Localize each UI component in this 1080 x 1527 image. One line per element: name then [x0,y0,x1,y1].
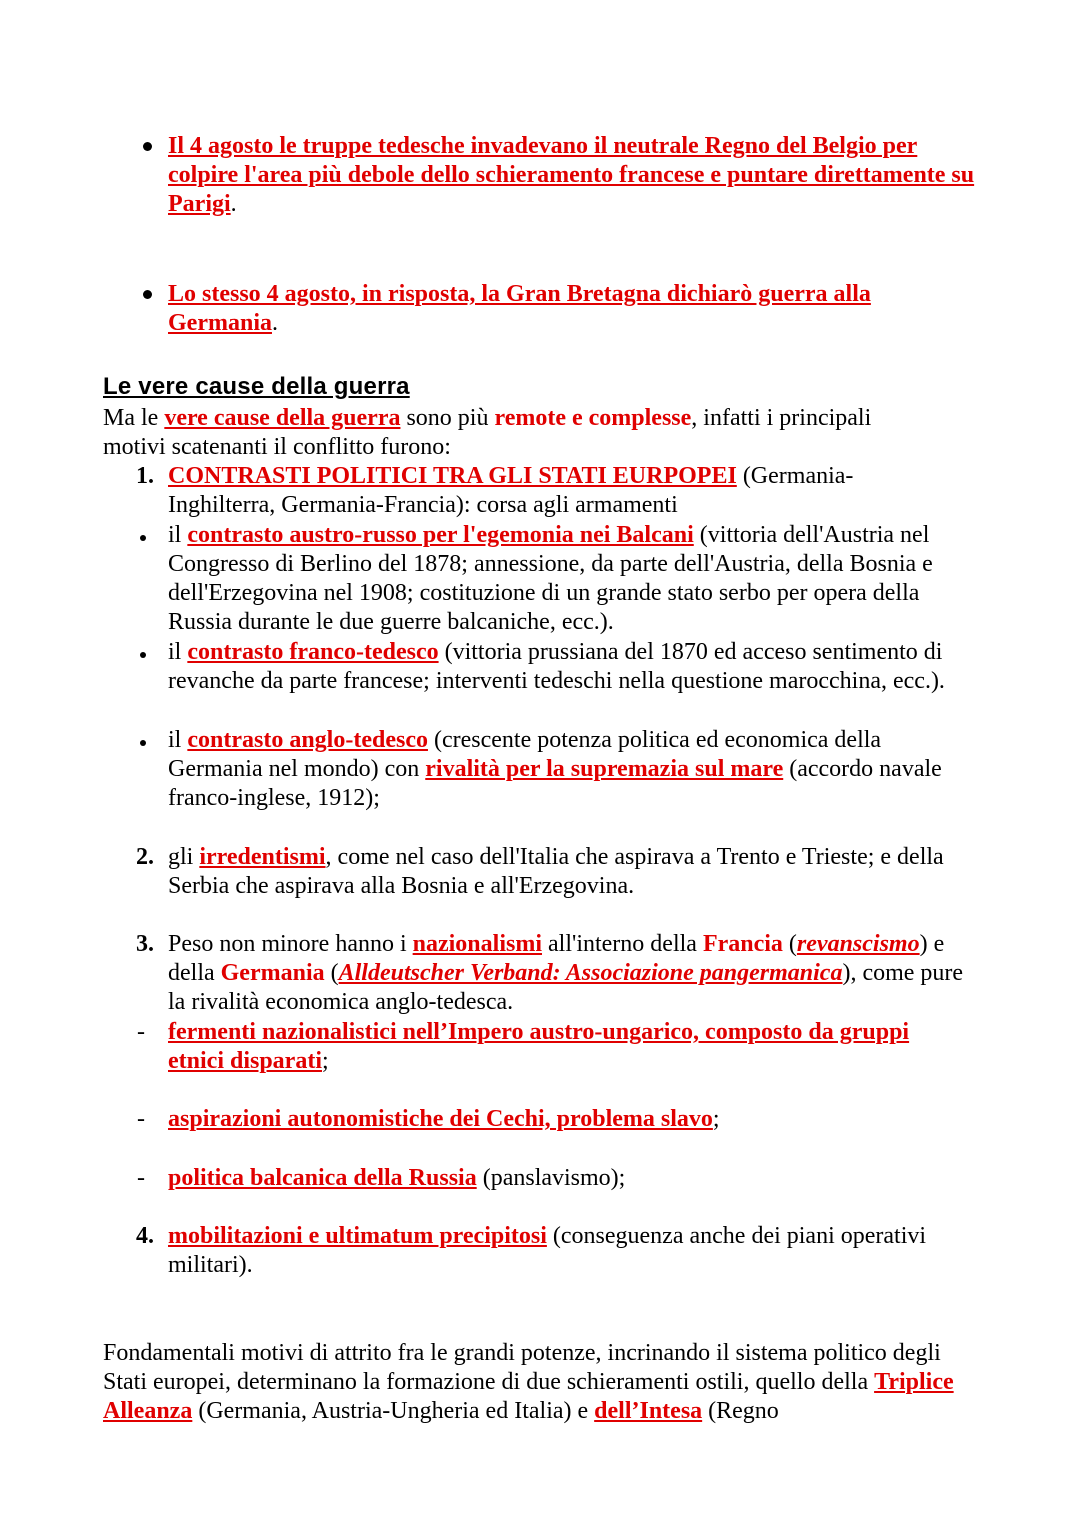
sub-bullet-paragraph [168,521,983,637]
sub-bullet-text: (vittoria dell'Austria nel Congresso di Berlino del 1878; annessione, da parte dell'Austria, della Bosnia e dell'Erzegovina nel 1908; costituzione di un grande stato serbo per opera della Russia durante le due guerre balcaniche, ecc.). [168,522,933,635]
list-item-highlight: nazionalismi [412,931,542,957]
list-item-4 [168,1222,983,1280]
dash-item-text: (panslavismo); [476,1165,626,1191]
list-item-text: ( [782,931,797,957]
sub-bullet-paragraph [168,638,973,696]
dash-marker: - [137,1019,145,1045]
sub-bullet-paragraph [168,726,943,813]
closing-paragraph [103,1339,983,1426]
closing-highlight: dell’Intesa [594,1398,703,1424]
intro-paragraph [103,404,933,462]
list-item-highlight: CONTRASTI POLITICI TRA GLI STATI EURPOPEI [168,463,737,489]
list-number: 4. [136,1223,154,1249]
section-heading: Le vere cause della guerra [103,373,410,400]
sub-bullet-marker [140,740,146,746]
dash-item-highlight: aspirazioni autonomistiche dei Cechi, problema slavo [168,1106,713,1132]
intro-text: Ma le [103,405,165,431]
bullet-marker [143,142,152,151]
sub-bullet-text: (accordo navale franco-inglese, 1912); [168,756,942,811]
dash-item-text: ; [712,1106,720,1132]
dash-marker: - [137,1106,145,1132]
sub-bullet-text: il [168,522,188,548]
sub-bullet-highlight: rivalità per la supremazia sul mare [425,756,784,782]
intro-highlight: vere cause della guerra [164,405,401,431]
list-item-highlight: mobilitazioni e ultimatum precipitosi [168,1223,547,1249]
dash-marker: - [137,1165,145,1191]
list-item-highlight: revanscismo [796,931,920,957]
list-number: 1. [136,463,154,489]
list-item-text: ) e della [168,931,945,986]
dash-item-highlight: politica balcanica della Russia [168,1165,477,1191]
bullet-text-punct: . [271,310,278,336]
list-item-highlight: Francia [702,931,783,957]
bullet-text-highlight: Lo stesso 4 agosto, in risposta, la Gran Bretagna dichiarò guerra alla Germania [168,281,871,336]
dash-item [168,1164,968,1193]
dash-item [168,1018,968,1076]
sub-bullet-text: (vittoria prussiana del 1870 ed acceso sentimento di revanche da parte francese; interventi tedeschi nella questione marocchina, ecc.). [168,639,945,694]
sub-bullet-marker [140,535,146,541]
list-number: 2. [136,844,154,870]
list-item-text: ( [324,960,339,986]
bullet-text-punct: . [230,191,237,217]
dash-item [168,1105,968,1134]
sub-bullet-highlight: contrasto anglo-tedesco [187,727,428,753]
list-item-text: (conseguenza anche dei piani operativi militari). [168,1223,927,1278]
list-item-text: gli [168,844,200,870]
intro-text: , infatti i principali motivi scatenanti il conflitto furono: [103,405,872,460]
closing-text: Fondamentali motivi di attrito fra le grandi potenze, incrinando il sistema politico degli Stati europei, determinano la formazione di due schieramenti ostili, quello della [103,1340,941,1395]
list-item-text: all'interno della [542,931,703,957]
list-item-text: (Germania-Inghilterra, Germania-Francia): corsa agli armamenti [168,463,854,518]
list-item-text: , come nel caso dell'Italia che aspirava a Trento e Trieste; e della Serbia che aspirava alla Bosnia e all'Erzegovina. [168,844,944,899]
closing-text: (Regno [702,1398,779,1424]
list-item-3 [168,930,983,1017]
list-item-2 [168,843,958,901]
list-item-highlight: Alldeutscher Verband: Associazione pangermanica [338,960,843,986]
bullet-paragraph [168,280,938,338]
dash-item-highlight: fermenti nazionalistici nell’Impero austro-ungarico, composto da gruppi etnici disparati [168,1019,910,1074]
sub-bullet-highlight: contrasto austro-russo per l'egemonia nei Balcani [187,522,694,548]
closing-text: (Germania, Austria-Ungheria ed Italia) e [192,1398,595,1424]
list-item-text: ), come pure la rivalità economica anglo-tedesca. [168,960,964,1015]
sub-bullet-marker [140,652,146,658]
intro-text: sono più [400,405,495,431]
closing-highlight: Triplice Alleanza [103,1369,954,1424]
sub-bullet-text: il [168,727,188,753]
dash-item-text: ; [322,1048,329,1074]
list-item-1 [168,462,928,520]
bullet-marker [143,290,152,299]
list-item-text: Peso non minore hanno i [168,931,413,957]
list-number: 3. [136,931,154,957]
sub-bullet-text: il [168,639,188,665]
intro-highlight: remote e complesse [494,405,692,431]
sub-bullet-highlight: contrasto franco-tedesco [187,639,439,665]
list-item-highlight: Germania [220,960,325,986]
sub-bullet-text: (crescente potenza politica ed economica della Germania nel mondo) con [168,727,882,782]
bullet-paragraph [168,132,988,219]
list-item-highlight: irredentismi [199,844,326,870]
bullet-text-highlight: Il 4 agosto le truppe tedesche invadevano il neutrale Regno del Belgio per colpire l'area più debole dello schieramento francese e puntare direttamente su Parigi [168,133,975,217]
